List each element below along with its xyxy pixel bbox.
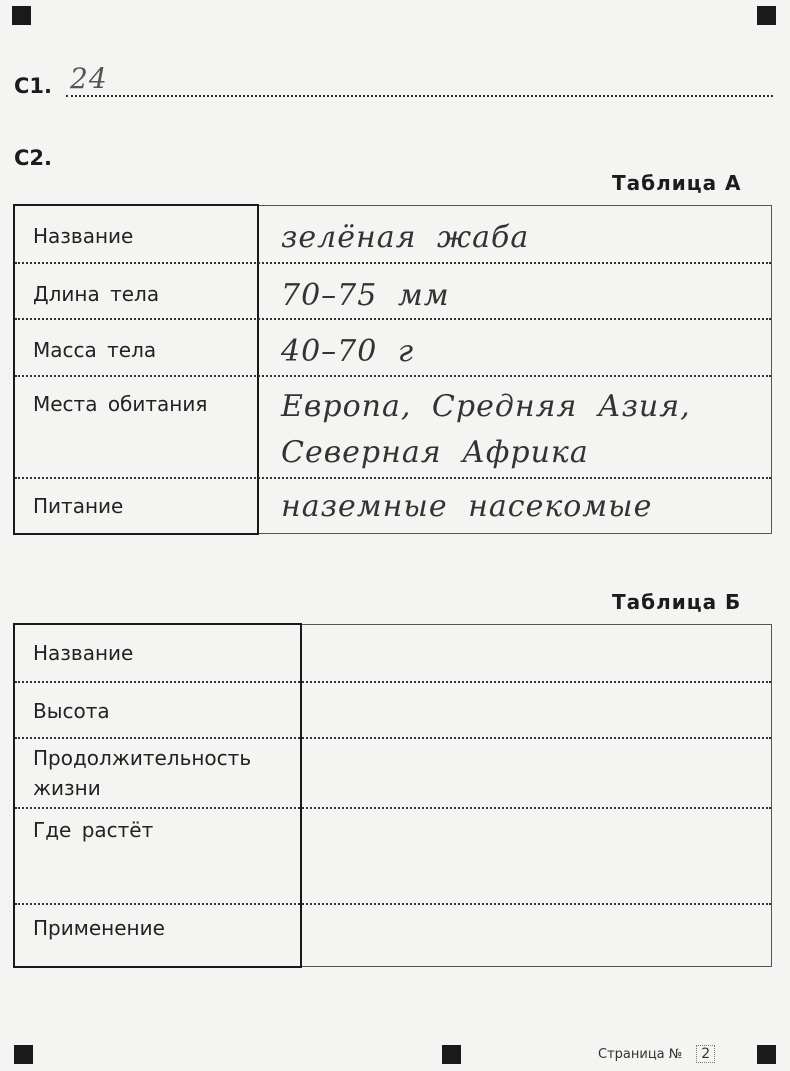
table-row: [15, 683, 771, 739]
table-row: [15, 905, 771, 966]
row-value[interactable]: 70–75 мм: [281, 278, 450, 313]
question-c1-label: С1.: [14, 74, 53, 98]
table-row: [15, 625, 771, 683]
registration-mark-top-left: [12, 6, 31, 25]
row-label: Название: [33, 641, 134, 665]
row-label: Масса тела: [33, 338, 157, 362]
row-label: Применение: [33, 916, 165, 940]
row-value[interactable]: 40–70 г: [281, 334, 415, 369]
table-row: [15, 809, 771, 905]
row-value[interactable]: наземные насекомые: [281, 489, 653, 524]
page-number: 2: [696, 1045, 715, 1063]
row-value-line-2[interactable]: Северная Африка: [281, 435, 589, 470]
row-label: Где растёт: [33, 818, 154, 842]
table-row: [15, 264, 771, 320]
table-row: [15, 739, 771, 809]
table-a: [14, 205, 772, 534]
row-value-line-1[interactable]: Европа, Средняя Азия,: [281, 389, 691, 424]
row-label-line-1: Продолжительность: [33, 746, 252, 770]
row-label: Название: [33, 224, 134, 248]
row-label: Места обитания: [33, 392, 208, 416]
page-footer: [598, 1045, 715, 1063]
answer-line-c1: [66, 95, 773, 97]
row-label: Длина тела: [33, 282, 160, 306]
registration-mark-bottom-right: [757, 1045, 776, 1064]
page-label: Страница №: [598, 1047, 683, 1062]
table-row: [15, 206, 771, 264]
registration-mark-bottom-left: [14, 1045, 33, 1064]
registration-mark-top-right: [757, 6, 776, 25]
answer-c1[interactable]: 24: [70, 62, 108, 95]
question-c2-label: С2.: [14, 146, 53, 170]
row-label: Питание: [33, 494, 124, 518]
table-b-title: Таблица Б: [612, 590, 742, 614]
table-a-title: Таблица А: [612, 171, 742, 195]
table-row: [15, 320, 771, 377]
row-label: Высота: [33, 699, 110, 723]
registration-mark-bottom-center: [442, 1045, 461, 1064]
row-value[interactable]: зелёная жаба: [281, 220, 530, 255]
table-row: [15, 377, 771, 479]
table-row: [15, 479, 771, 533]
row-label-line-2: жизни: [33, 776, 101, 800]
table-b: [14, 624, 772, 967]
